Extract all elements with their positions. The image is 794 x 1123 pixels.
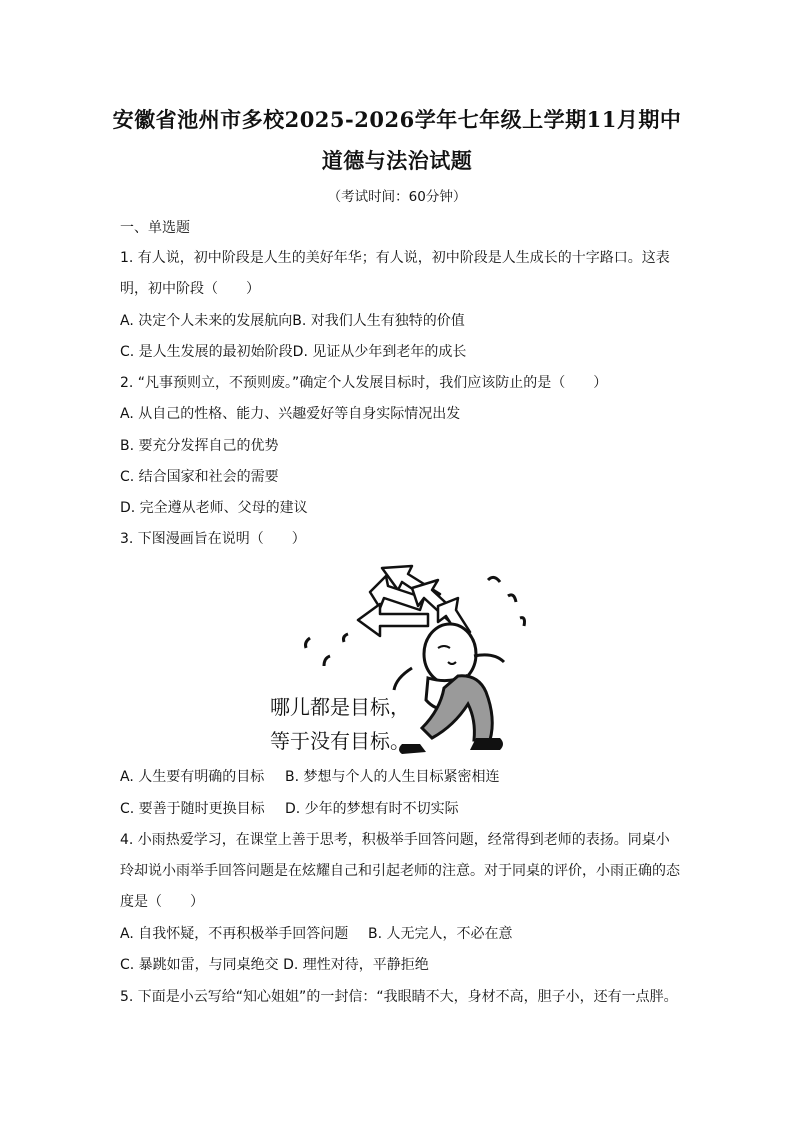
exam-title-line1: 安徽省池州市多校2025-2026学年七年级上学期11月期中 — [112, 107, 682, 132]
exam-title-line2: 道德与法治试题 — [321, 148, 473, 173]
q4-stem-line2: 玲却说小雨举手回答问题是在炫耀自己和引起老师的注意。对于同桌的评价，小雨正确的态 — [120, 863, 680, 879]
q4-option-b: B. 人无完人，不必在意 — [368, 926, 513, 942]
q4-stem-line3: 度是（ ） — [120, 894, 204, 910]
q4-stem-line1: 4. 小雨热爱学习，在课堂上善于思考，积极举手回答问题，经常得到老师的表扬。同桌小 — [120, 832, 670, 848]
cartoon-caption-line1: 哪儿都是目标， — [270, 695, 410, 719]
sweat-drop — [520, 618, 525, 626]
q3-option-d: D. 少年的梦想有时不切实际 — [285, 801, 459, 817]
q5-stem-line1: 5. 下面是小云写给“知心姐姐”的一封信：“我眼睛不大，身材不高，胆子小，还有一点胖。 — [120, 989, 678, 1005]
q3-option-b: B. 梦想与个人的人生目标紧密相连 — [285, 769, 500, 785]
q1-options-cd: C. 是人生发展的最初始阶段D. 见证从少年到老年的成长 — [120, 344, 467, 360]
q3-option-a: A. 人生要有明确的目标 — [120, 769, 265, 785]
sweat-drop — [344, 634, 349, 642]
q2-option-a: A. 从自己的性格、能力、兴趣爱好等自身实际情况出发 — [120, 406, 461, 422]
running-figure — [394, 624, 504, 754]
cartoon-caption-line2: 等于没有目标。 — [270, 729, 410, 753]
q4-options-cd: C. 暴跳如雷，与同桌绝交 D. 理性对待，平静拒绝 — [120, 957, 429, 973]
sweat-drop — [306, 638, 311, 648]
q3-option-c: C. 要善于随时更换目标 — [120, 801, 265, 817]
section-heading: 一、单选题 — [120, 220, 190, 236]
q1-options-ab: A. 决定个人未来的发展航向B. 对我们人生有独特的价值 — [120, 313, 465, 329]
q1-stem-line2: 明，初中阶段（ ） — [120, 281, 260, 297]
q2-option-d: D. 完全遵从老师、父母的建议 — [120, 500, 308, 516]
sweat-drop — [324, 656, 330, 666]
sweat-drop — [488, 577, 500, 582]
q2-option-b: B. 要充分发挥自己的优势 — [120, 438, 279, 454]
goal-cartoon-illustration — [262, 558, 534, 758]
exam-duration: （考试时间：60分钟） — [327, 189, 467, 205]
q3-stem: 3. 下图漫画旨在说明（ ） — [120, 531, 306, 547]
q2-option-c: C. 结合国家和社会的需要 — [120, 469, 279, 485]
q1-stem-line1: 1. 有人说，初中阶段是人生的美好年华；有人说，初中阶段是人生成长的十字路口。这表 — [120, 250, 670, 266]
q4-option-a: A. 自我怀疑，不再积极举手回答问题 — [120, 926, 349, 942]
q2-stem: 2. “凡事预则立，不预则废。”确定个人发展目标时，我们应该防止的是（ ） — [120, 375, 608, 391]
sweat-drop — [508, 595, 516, 602]
